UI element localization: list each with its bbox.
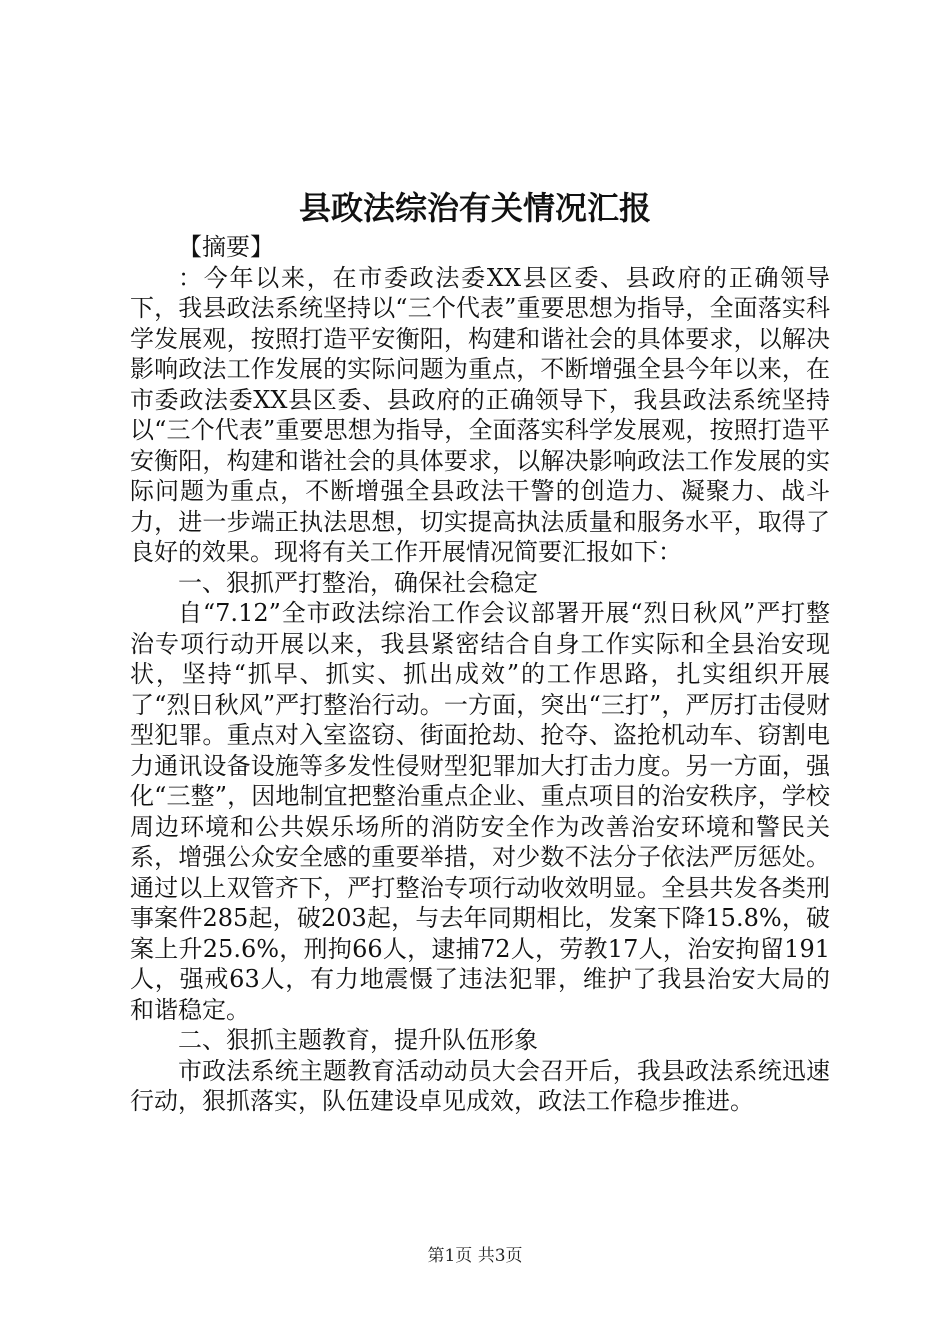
section-heading-1: 一、狠抓严打整治，确保社会稳定: [178, 568, 538, 597]
document-body: [130, 232, 830, 1117]
section-1-paragraph: 自“7.12”全市政法综治工作会议部署开展“烈日秋风”严打整治专项行动开展以来，我县紧密结合自身工作实际和全县治安现状，坚持“抓早、抓实、抓出成效”的工作思路，扎实组织开展了“烈日秋风”严打整治行动。一方面，突出“三打”，严厉打击侵财型犯罪。重点对入室盗窃、街面抢劫、抢夺、盗抢机动车、窃割电力通讯设备设施等多发性侵财型犯罪加大打击力度。另一方面，强化“三整”，因地制宜把整治重点企业、重点项目的治安秩序，学校周边环境和公共娱乐场所的消防安全作为改善治安环境和警民关系，增强公众安全感的重要举措，对少数不法分子依法严厉惩处。通过以上双管齐下，严打整治专项行动收效明显。全县共发各类刑事案件285起，破203起，与去年同期相比，发案下降15.8%，破案上升25.6%，刑拘66人，逮捕72人，劳教17人，治安拘留191人，强戒63人，有力地震慑了违法犯罪，维护了我县治安大局的和谐稳定。: [130, 599, 830, 1024]
abstract-paragraph: ：今年以来，在市委政法委XX县区委、县政府的正确领导下，我县政法系统坚持以“三个代表”重要思想为指导，全面落实科学发展观，按照打造平安衡阳，构建和谐社会的具体要求，以解决影响政法工作发展的实际问题为重点，不断增强全县今年以来，在市委政法委XX县区委、县政府的正确领导下，我县政法系统坚持以“三个代表”重要思想为指导，全面落实科学发展观，按照打造平安衡阳，构建和谐社会的具体要求，以解决影响政法工作发展的实际问题为重点，不断增强全县政法干警的创造力、凝聚力、战斗力，进一步端正执法思想，切实提高执法质量和服务水平，取得了良好的效果。现将有关工作开展情况简要汇报如下：: [130, 263, 830, 566]
document-title: 县政法综治有关情况汇报: [298, 189, 651, 227]
section-heading-2: 二、狠抓主题教育，提升队伍形象: [178, 1026, 538, 1054]
abstract-label: 【摘要】: [178, 233, 274, 261]
section-2-paragraph: 市政法系统主题教育活动动员大会召开后，我县政法系统迅速行动，狠抓落实，队伍建设卓见成效，政法工作稳步推进。: [130, 1056, 830, 1115]
page-footer: 第1页 共3页: [427, 1246, 523, 1266]
